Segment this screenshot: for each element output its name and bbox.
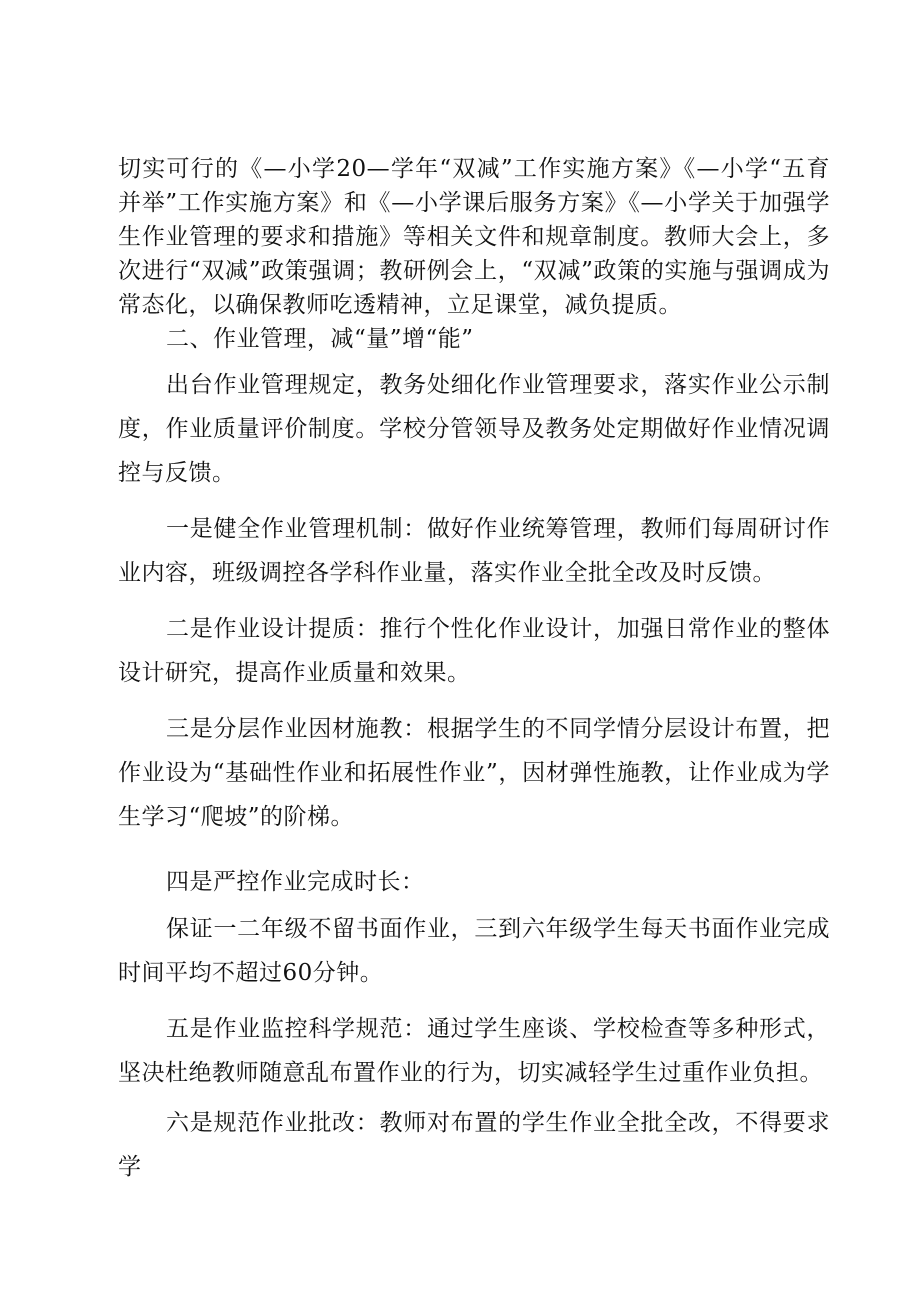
paragraph-point-one: 一是健全作业管理机制：做好作业统筹管理，教师们每周研讨作业内容，班级调控各学科作业量，落实作业全批全改及时反馈。 <box>118 516 830 586</box>
paragraph-point-two: 二是作业设计提质：推行个性化作业设计，加强日常作业的整体设计研究，提高作业质量和效果。 <box>118 616 830 686</box>
paragraph-point-six: 六是规范作业批改：教师对布置的学生作业全批全改，不得要求学 <box>118 1110 830 1180</box>
section-heading-homework-management: 二、作业管理，减“量”增“能” <box>166 326 474 352</box>
paragraph-point-three: 三是分层作业因材施教：根据学生的不同学情分层设计布置，把作业设为“基础性作业和拓展性作业”，因材弹性施教，让作业成为学生学习“爬坡”的阶梯。 <box>118 716 830 830</box>
paragraph-point-five: 五是作业监控科学规范：通过学生座谈、学校检查等多种形式，坚决杜绝教师随意乱布置作业的行为，切实减轻学生过重作业负担。 <box>118 1016 830 1086</box>
paragraph-point-four-body: 保证一二年级不留书面作业，三到六年级学生每天书面作业完成时间平均不超过60分钟。 <box>118 916 830 986</box>
paragraph-homework-rules: 出台作业管理规定，教务处细化作业管理要求，落实作业公示制度，作业质量评价制度。学校分管领导及教务处定期做好作业情况调控与反馈。 <box>118 372 830 486</box>
paragraph-intro-continuation: 切实可行的《—小学20—学年“双减”工作实施方案》《—小学“五育并举”工作实施方案》和《—小学课后服务方案》《—小学关于加强学生作业管理的要求和措施》等相关文件和规章制度。教师大会上，多次进行“双减”政策强调；教研例会上，“双减”政策的实施与强调成为常态化，以确保教师吃透精神，立足课堂，减负提质。 <box>118 156 830 318</box>
paragraph-point-four-title: 四是严控作业完成时长： <box>166 869 425 895</box>
